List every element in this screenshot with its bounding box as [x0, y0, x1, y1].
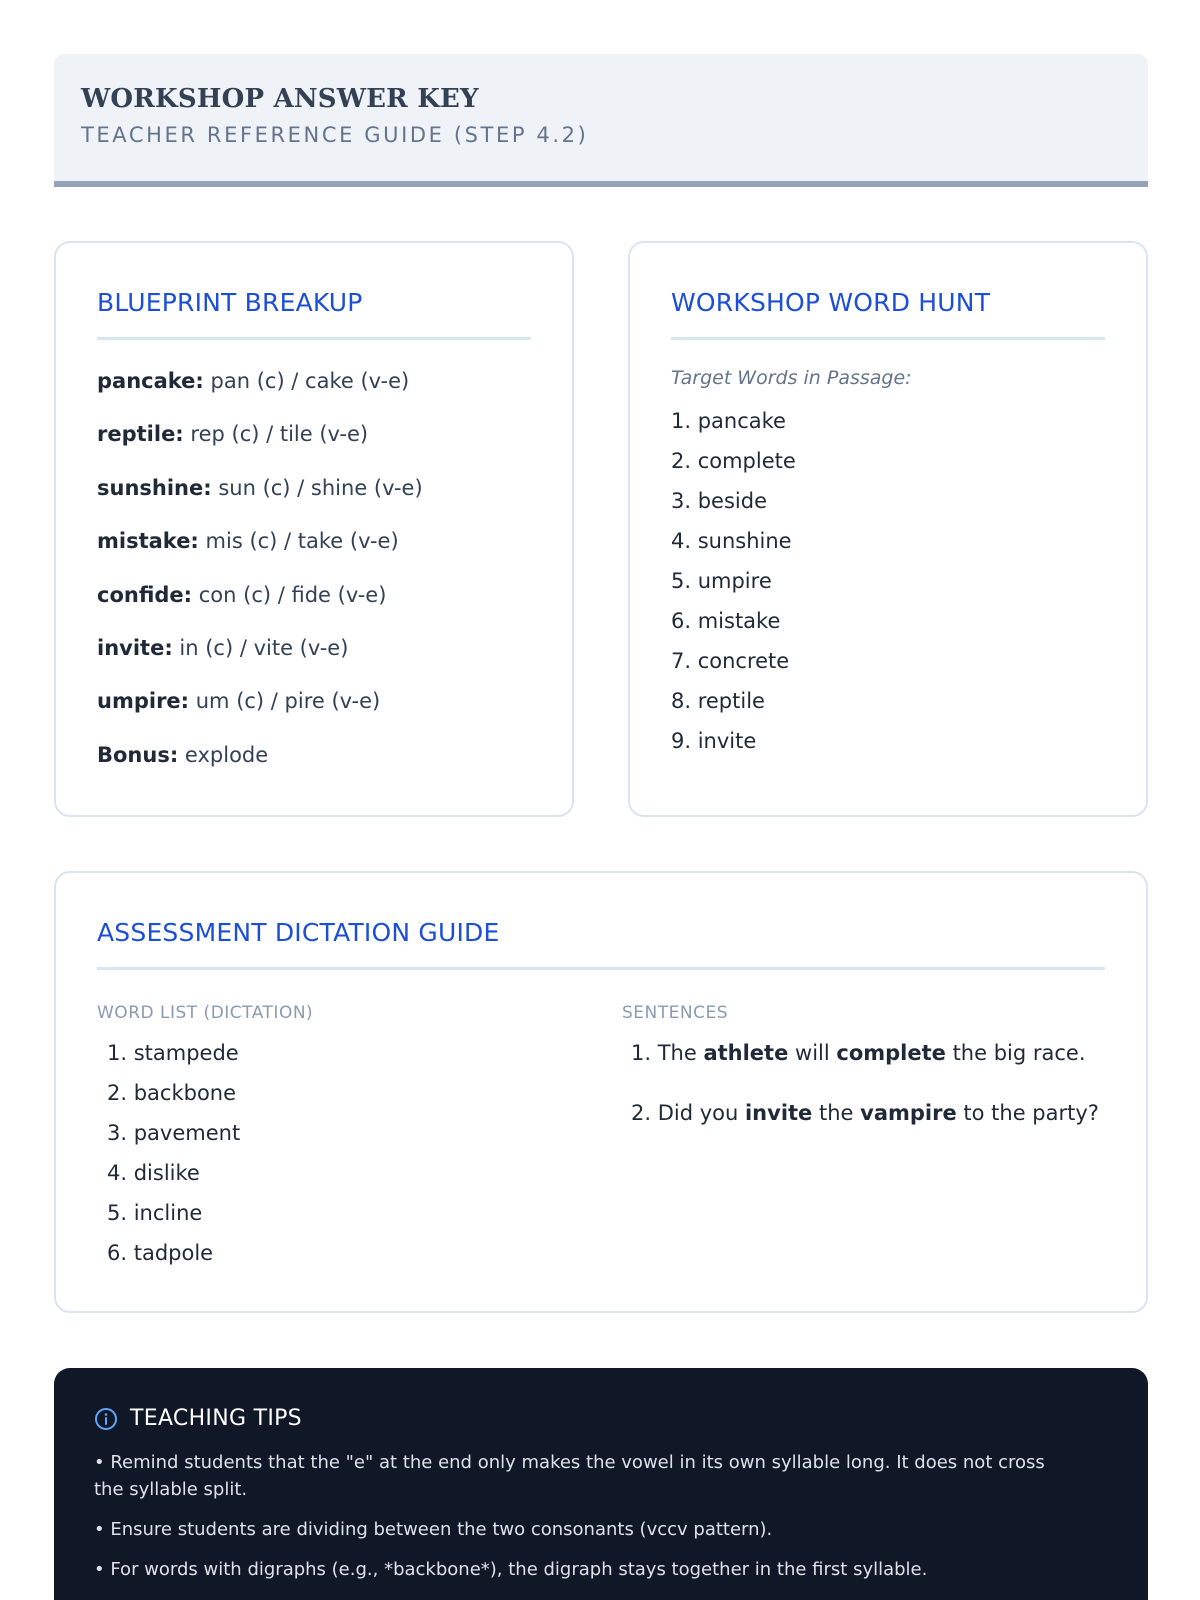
blueprint-breakup-card	[54, 241, 574, 817]
syllable-split: sun (c) / shine (v-e)	[218, 475, 423, 500]
sentences-heading: SENTENCES	[622, 1003, 728, 1023]
syllable-split: explode	[184, 742, 269, 767]
sentence-text: the big race.	[945, 1041, 1086, 1065]
syllable-split: pan (c) / cake (v-e)	[210, 369, 410, 393]
list-item: 5. incline	[107, 1201, 203, 1225]
list-item: 8. reptile	[671, 689, 765, 713]
list-item: 6. mistake	[671, 609, 781, 633]
list-item: 4. dislike	[107, 1161, 200, 1185]
teaching-tips-panel	[54, 1368, 1148, 1600]
list-item: 3. pavement	[107, 1121, 241, 1145]
list-item	[97, 527, 552, 580]
word-list-heading: WORD LIST (DICTATION)	[97, 1003, 314, 1023]
list-item	[97, 581, 552, 634]
list-item	[97, 367, 552, 420]
tips-title: TEACHING TIPS	[130, 1406, 302, 1431]
page-header	[54, 54, 1148, 187]
list-item	[97, 687, 552, 740]
tip-item: • Remind students that the "e" at the end only makes the vowel in its own syllable long. It does not cross the syllable split.	[94, 1452, 1045, 1500]
page-subtitle: TEACHER REFERENCE GUIDE (STEP 4.2)	[81, 123, 589, 147]
sentence-text: 2. Did you	[631, 1101, 745, 1125]
bold-word: invite	[744, 1101, 813, 1125]
list-item: 2. complete	[671, 449, 796, 473]
sentence-item	[631, 1039, 1099, 1099]
dictation-guide-card	[54, 871, 1148, 1313]
sentence-text: the	[812, 1101, 861, 1125]
list-item: 2. backbone	[107, 1081, 237, 1105]
bold-word: athlete	[703, 1041, 789, 1065]
tips-heading	[94, 1406, 1108, 1431]
word-label: invite:	[97, 635, 173, 660]
word-label: Bonus:	[97, 742, 179, 767]
info-icon	[94, 1407, 118, 1431]
word-hunt-card	[628, 241, 1148, 817]
dictation-word-list	[107, 1039, 240, 1279]
bold-word: complete	[836, 1041, 946, 1065]
syllable-split: mis (c) / take (v-e)	[205, 529, 399, 554]
sentence-text: will	[788, 1041, 837, 1065]
list-item	[97, 741, 552, 794]
word-label: sunshine:	[97, 475, 212, 500]
sentence-text: 1. The	[631, 1041, 704, 1065]
syllable-split: in (c) / vite (v-e)	[179, 635, 349, 660]
list-item: 3. beside	[671, 489, 767, 513]
syllable-split: con (c) / fide (v-e)	[198, 582, 387, 607]
list-item: 4. sunshine	[671, 529, 792, 553]
sentence-text: to the party?	[956, 1101, 1099, 1125]
list-item: 7. concrete	[671, 649, 790, 673]
dictation-sentence-list	[631, 1039, 1099, 1159]
card-title: BLUEPRINT BREAKUP	[97, 287, 531, 340]
target-words-label: Target Words in Passage:	[671, 367, 912, 389]
page-title: WORKSHOP ANSWER KEY	[81, 84, 479, 114]
tip-item: • For words with digraphs (e.g., *backbone*), the digraph stays together in the first syllable.	[94, 1559, 928, 1580]
list-item	[97, 634, 552, 687]
syllable-split: um (c) / pire (v-e)	[195, 689, 381, 714]
sentence-item	[631, 1099, 1099, 1159]
card-title: WORKSHOP WORD HUNT	[671, 287, 1105, 340]
word-label: confide:	[97, 582, 193, 607]
word-label: reptile:	[97, 422, 184, 447]
list-item	[97, 420, 552, 473]
list-item	[97, 474, 552, 527]
list-item: 9. invite	[671, 729, 757, 753]
list-item: 1. stampede	[107, 1041, 239, 1065]
bold-word: vampire	[860, 1101, 957, 1125]
tip-item: • Ensure students are dividing between the two consonants (vccv pattern).	[94, 1519, 773, 1540]
list-item: 6. tadpole	[107, 1241, 214, 1265]
syllable-split: rep (c) / tile (v-e)	[190, 422, 369, 447]
target-word-list	[671, 407, 796, 767]
word-label: umpire:	[97, 689, 190, 714]
list-item: 5. umpire	[671, 569, 772, 593]
blueprint-list	[97, 367, 552, 794]
card-title: ASSESSMENT DICTATION GUIDE	[97, 917, 1105, 970]
word-label: pancake:	[97, 369, 204, 393]
list-item: 1. pancake	[671, 409, 786, 433]
word-label: mistake:	[97, 529, 199, 554]
